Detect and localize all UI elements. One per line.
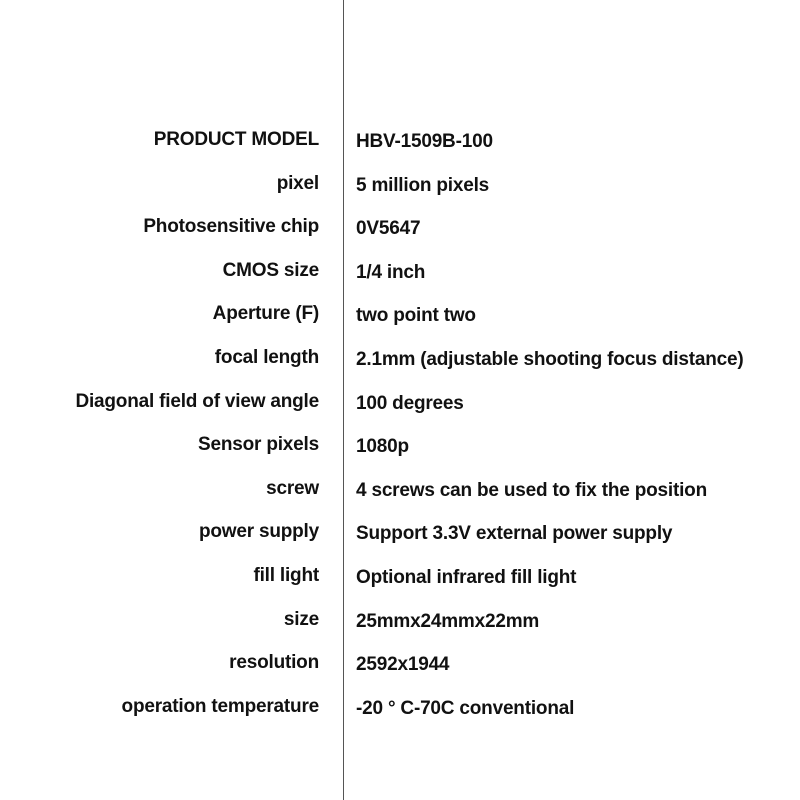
spec-value: 1/4 inch [356,261,426,283]
spec-value: 25mmx24mmx22mm [356,610,540,632]
spec-value: 2.1mm (adjustable shooting focus distance) [356,348,744,370]
spec-row-power-supply [0,514,800,558]
spec-row-cmos-size [0,253,800,297]
spec-row-field-of-view [0,384,800,428]
spec-row-screw [0,471,800,515]
spec-row-size [0,602,800,646]
spec-label: screw [266,477,319,499]
spec-value: 0V5647 [356,218,421,240]
spec-value: HBV-1509B-100 [356,131,493,152]
spec-row-aperture [0,296,800,340]
spec-label: Sensor pixels [198,434,319,456]
spec-label: pixel [276,172,319,194]
spec-table [0,122,800,732]
spec-label: size [283,608,319,630]
spec-label: Photosensitive chip [143,216,319,238]
spec-row-sensor-pixels [0,427,800,471]
spec-label: CMOS size [222,259,319,281]
spec-value: Support 3.3V external power supply [356,523,673,545]
spec-label: focal length [214,346,319,368]
spec-row-product-model [0,122,800,166]
spec-label: fill light [253,564,319,586]
spec-label: power supply [198,521,319,543]
spec-label: resolution [229,652,319,674]
spec-value: -20 ° C-70C conventional [356,697,575,719]
spec-label: Diagonal field of view angle [75,390,319,412]
spec-value: Optional infrared fill light [356,566,577,588]
spec-row-focal-length [0,340,800,384]
spec-value: 5 million pixels [356,174,490,196]
spec-row-operation-temperature [0,689,800,733]
spec-value: 4 screws can be used to fix the position [356,479,707,501]
spec-label: Aperture (F) [212,303,319,325]
spec-value: 2592x1944 [356,654,450,676]
spec-row-photosensitive-chip [0,209,800,253]
spec-row-fill-light [0,558,800,602]
spec-value: two point two [356,305,476,327]
spec-row-resolution [0,645,800,689]
spec-label: operation temperature [121,695,319,717]
spec-value: 1080p [356,436,409,458]
spec-value: 100 degrees [356,392,464,414]
spec-label: PRODUCT MODEL [153,129,319,150]
spec-row-pixel [0,166,800,210]
